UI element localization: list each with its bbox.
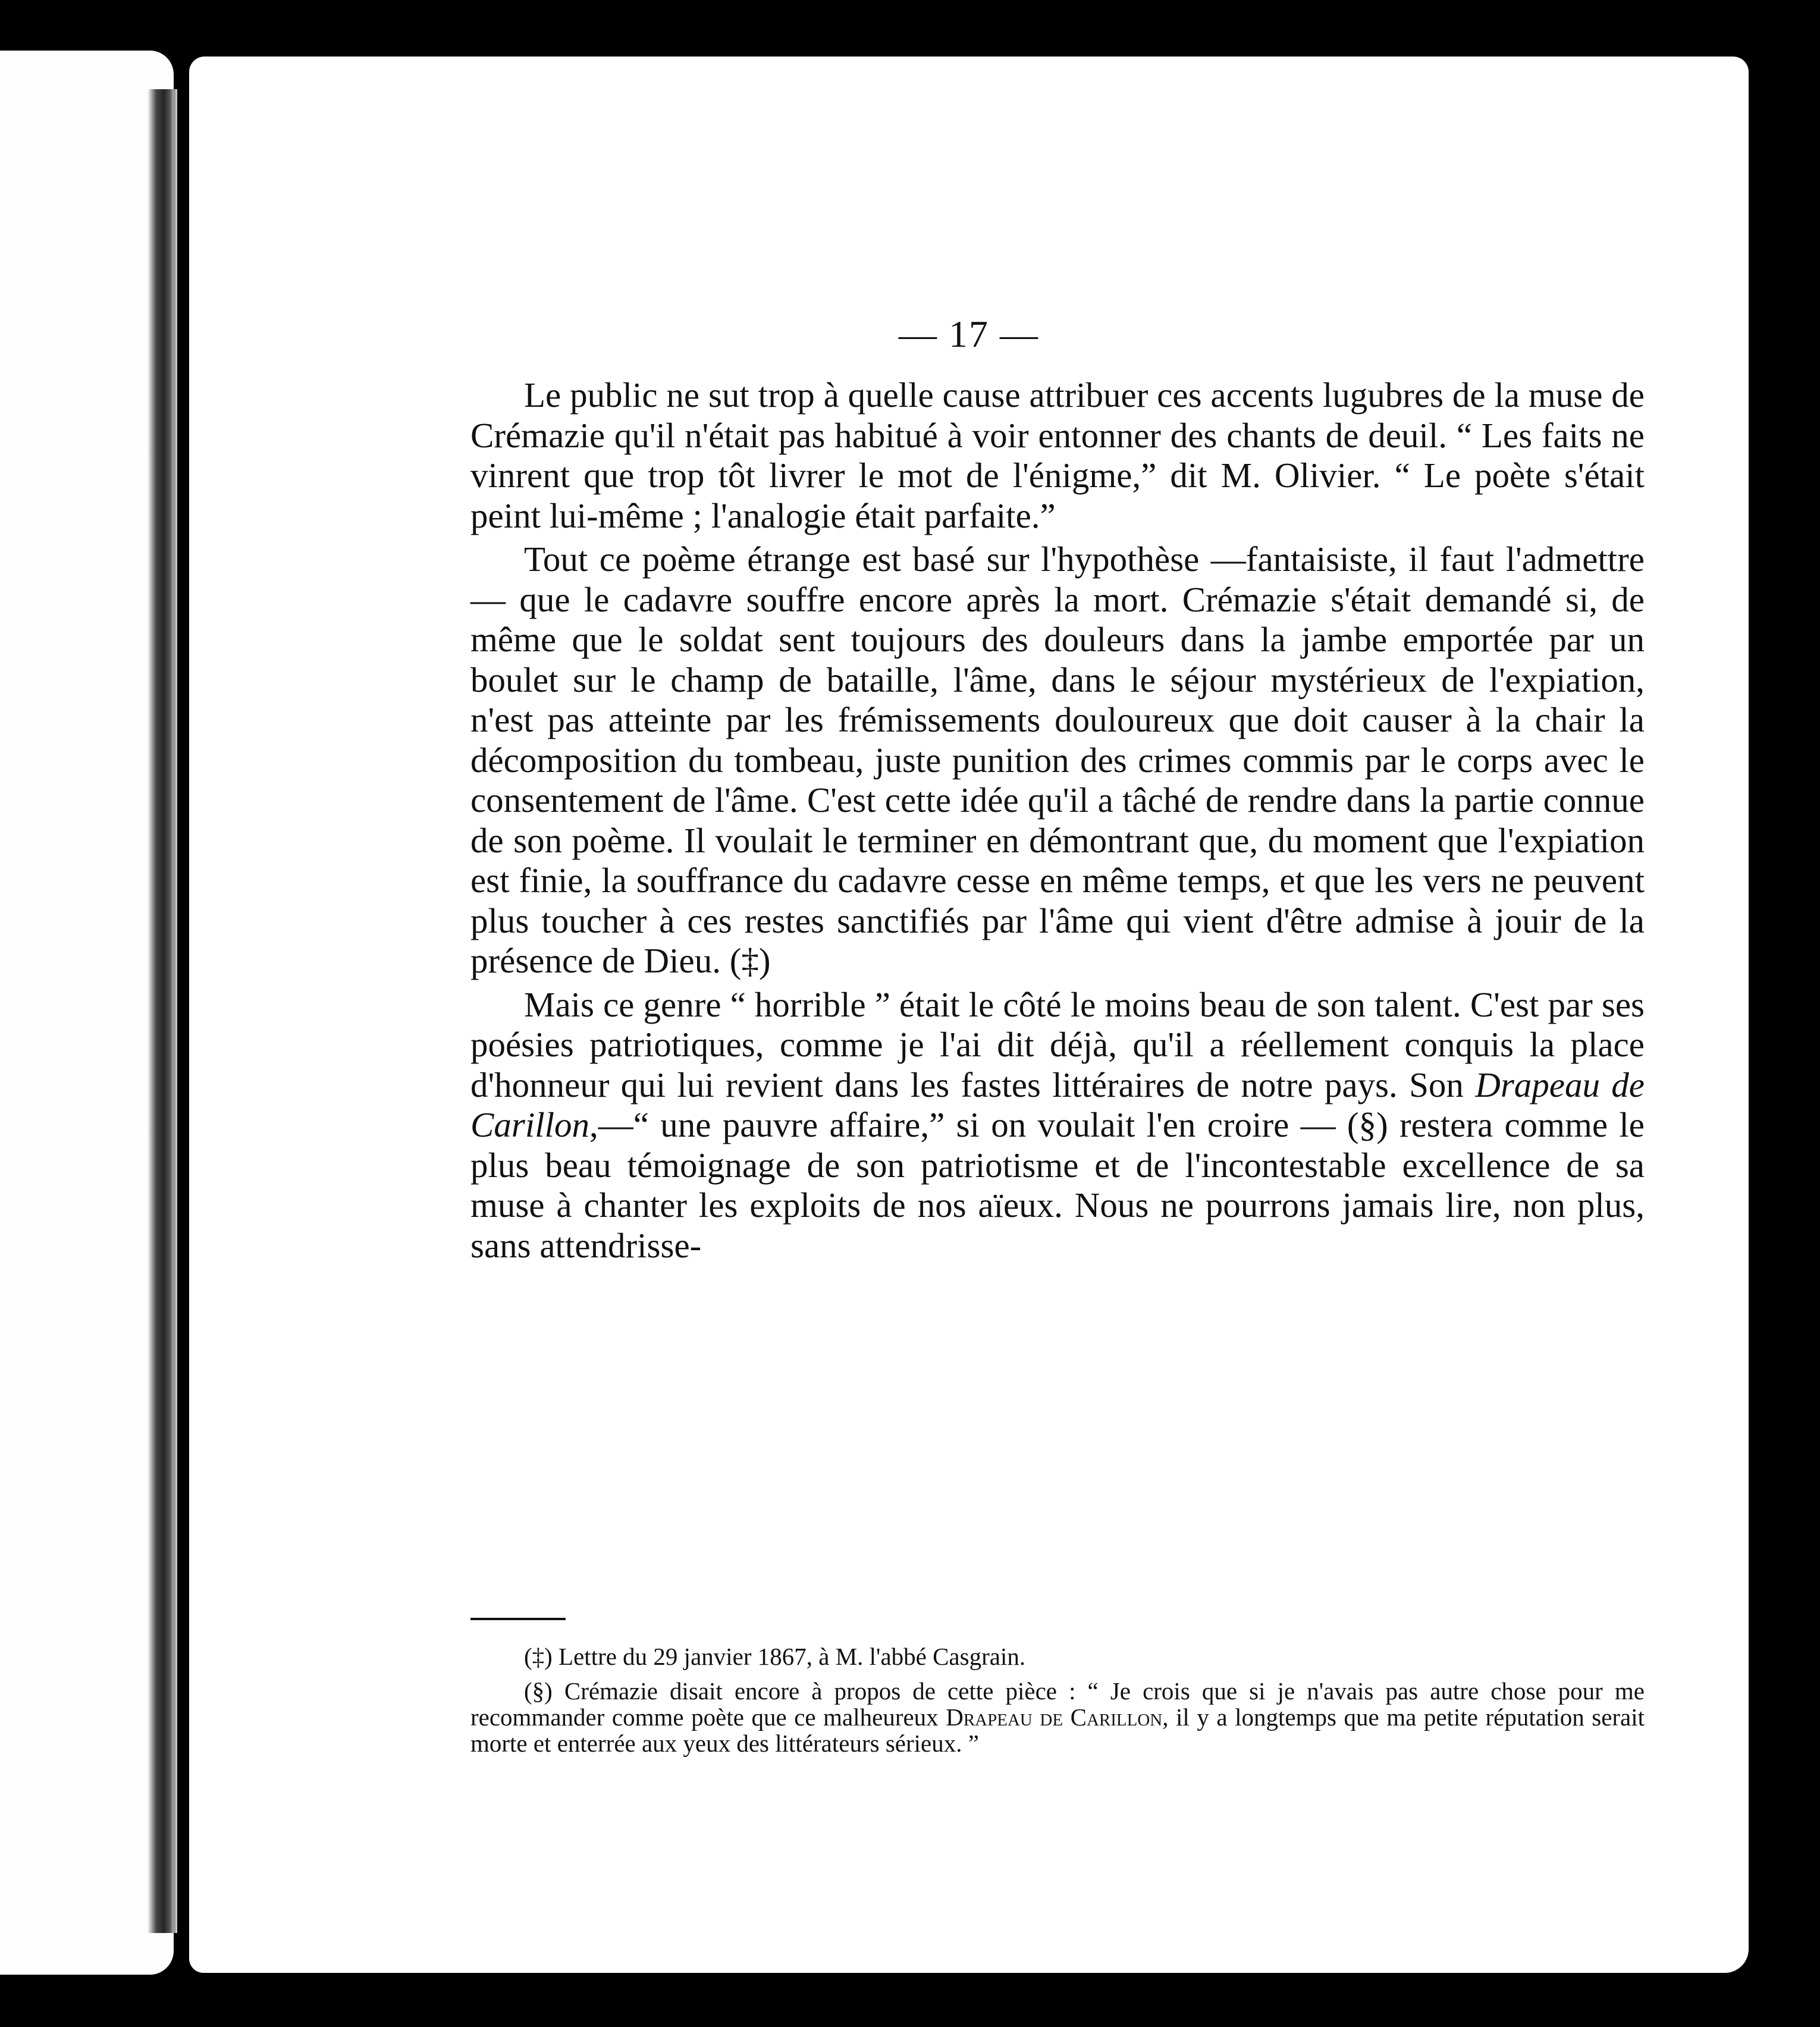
- text-run: (§) Crémazie disait encore à propos de cette pièce : “ Je crois que si je n'avais pas autre chose pour me recommander comme poète que ce malheureux: [470, 1677, 1645, 1731]
- text-run: Mais ce genre “ horrible ” était le côté le moins beau de son talent. C'est par ses poésies patriotiques, comme je l'ai dit déjà, qu'il a réellement conquis la place d'honneur qui lui revient dans les fastes littéraires de notre pays. Son: [470, 984, 1645, 1105]
- smallcaps-title: Drapeau de Carillon: [946, 1703, 1163, 1731]
- book-page: [189, 57, 1749, 1973]
- paragraph-3: [470, 985, 1645, 1266]
- text-run: Tout ce poème étrange est basé sur l'hypothèse —fantaisiste, il faut l'admettre— que le cadavre souffre encore après la mort. Crémazie s'était demandé si, de même que le soldat sent toujours des douleurs dans la jambe emportée par un boulet sur le champ de bataille, l'âme, dans le séjour mystérieux de l'expiation, n'est pas atteinte par les frémissements douloureux que doit causer à la chair la décomposition du tombeau, juste punition des crimes commis par le corps avec le consentement de l'âme. C'est cette idée qu'il a tâché de rendre dans la partie connue de son poème. Il voulait le terminer en démontrant que, du moment que l'expiation est finie, la souffrance du cadavre cesse en même temps, et que les vers ne peuvent plus toucher à ces restes sanctifiés par l'âme qui vient d'être admise à jouir de la présence de Dieu. (‡): [470, 539, 1645, 980]
- text-run: , il y a longtemps que ma petite réputation serait morte et enterrée aux yeux des littérateurs sérieux. ”: [470, 1703, 1645, 1757]
- footnote-separator: [470, 1618, 566, 1620]
- footnote-2: [470, 1678, 1645, 1756]
- page-number: — 17 —: [899, 313, 1039, 355]
- italic-title: Drapeau de Carillon: [470, 1065, 1645, 1144]
- text-run: ,—“ une pauvre affaire,” si on voulait l'en croire — (§) restera comme le plus beau témoignage de son patriotisme et de l'incontestable excellence de sa muse à chanter les exploits de nos aïeux. Nous ne pourrons jamais lire, non plus, sans attendrisse-: [470, 1105, 1645, 1265]
- body-text: [470, 375, 1645, 1269]
- footnotes: [470, 1643, 1645, 1765]
- text-run: Le public ne sut trop à quelle cause attribuer ces accents lugubres de la muse de Crémazie qu'il n'était pas habitué à voir entonner des chants de deuil. “ Les faits ne vinrent que trop tôt livrer le mot de l'énigme,” dit M. Olivier. “ Le poète s'était peint lui-même ; l'analogie était parfaite.”: [470, 375, 1645, 535]
- paragraph-2: [470, 539, 1645, 981]
- book-gutter: [148, 89, 177, 1933]
- paragraph-1: [470, 375, 1645, 536]
- text-run: (‡) Lettre du 29 janvier 1867, à M. l'abbé Casgrain.: [524, 1643, 1026, 1670]
- footnote-1: [470, 1643, 1645, 1670]
